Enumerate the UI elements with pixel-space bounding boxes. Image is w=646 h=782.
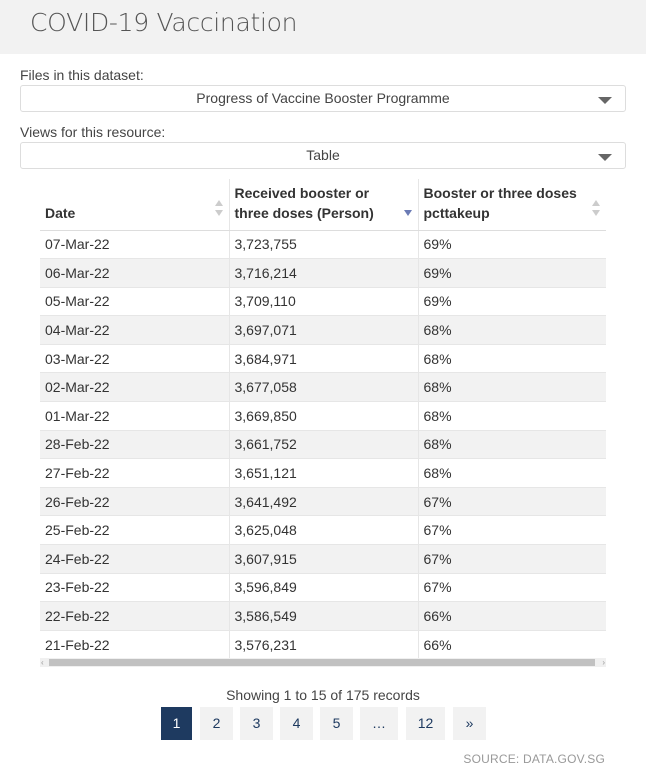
cell-received: 3,586,549 [229, 602, 418, 631]
table-header-row [40, 179, 606, 230]
table-row [40, 630, 606, 659]
cell-received: 3,677,058 [229, 373, 418, 402]
page-button-1[interactable]: 1 [161, 707, 192, 740]
cell-pcttakeup: 69% [418, 230, 606, 259]
source-credit: SOURCE: DATA.GOV.SG [463, 752, 605, 766]
data-table [40, 179, 606, 659]
cell-pcttakeup: 68% [418, 316, 606, 345]
cell-pcttakeup: 68% [418, 402, 606, 431]
cell-pcttakeup: 66% [418, 602, 606, 631]
table-row [40, 259, 606, 288]
cell-date: 04-Mar-22 [40, 316, 229, 345]
table-row [40, 430, 606, 459]
table-row [40, 487, 606, 516]
cell-received: 3,709,110 [229, 287, 418, 316]
table-row [40, 459, 606, 488]
cell-pcttakeup: 67% [418, 573, 606, 602]
table-row [40, 287, 606, 316]
cell-pcttakeup: 69% [418, 287, 606, 316]
cell-received: 3,651,121 [229, 459, 418, 488]
page-button-3[interactable]: 3 [240, 707, 273, 740]
table-row [40, 602, 606, 631]
cell-date: 05-Mar-22 [40, 287, 229, 316]
views-dropdown[interactable] [20, 142, 626, 169]
cell-pcttakeup: 67% [418, 487, 606, 516]
scroll-right-icon[interactable]: › [602, 658, 605, 667]
table-row [40, 373, 606, 402]
sort-descending-icon [404, 200, 412, 216]
cell-received: 3,697,071 [229, 316, 418, 345]
column-header-date[interactable] [40, 179, 229, 230]
cell-received: 3,716,214 [229, 259, 418, 288]
cell-received: 3,661,752 [229, 430, 418, 459]
views-label: Views for this resource: [20, 124, 166, 140]
page-button-2[interactable]: 2 [200, 707, 233, 740]
cell-pcttakeup: 69% [418, 259, 606, 288]
table-row [40, 230, 606, 259]
views-dropdown-value: Table [306, 147, 340, 163]
cell-received: 3,684,971 [229, 344, 418, 373]
cell-date: 07-Mar-22 [40, 230, 229, 259]
cell-date: 23-Feb-22 [40, 573, 229, 602]
cell-pcttakeup: 66% [418, 630, 606, 659]
cell-date: 02-Mar-22 [40, 373, 229, 402]
scrollbar-thumb[interactable] [49, 659, 595, 666]
column-header-label: Booster or three doses pcttakeup [423, 184, 577, 221]
table-row [40, 545, 606, 574]
page-button-12[interactable]: 12 [406, 707, 445, 740]
table-row [40, 402, 606, 431]
files-label: Files in this dataset: [20, 67, 144, 83]
cell-date: 28-Feb-22 [40, 430, 229, 459]
cell-received: 3,641,492 [229, 487, 418, 516]
cell-pcttakeup: 67% [418, 516, 606, 545]
column-header-label: Received booster or three doses (Person) [234, 184, 374, 221]
cell-pcttakeup: 68% [418, 373, 606, 402]
scroll-left-icon[interactable]: ‹ [41, 658, 44, 667]
page-button-5[interactable]: 5 [320, 707, 353, 740]
cell-date: 26-Feb-22 [40, 487, 229, 516]
sort-icon [215, 200, 223, 216]
cell-date: 22-Feb-22 [40, 602, 229, 631]
chevron-down-icon [598, 154, 612, 161]
column-header-label: Date [45, 204, 76, 221]
page-button-4[interactable]: 4 [280, 707, 313, 740]
cell-date: 25-Feb-22 [40, 516, 229, 545]
cell-pcttakeup: 68% [418, 459, 606, 488]
table-row [40, 316, 606, 345]
horizontal-scrollbar[interactable] [40, 658, 606, 667]
table-row [40, 573, 606, 602]
cell-received: 3,669,850 [229, 402, 418, 431]
column-header-pcttakeup[interactable] [418, 179, 606, 230]
page-ellipsis: … [360, 707, 398, 740]
cell-pcttakeup: 67% [418, 545, 606, 574]
cell-date: 24-Feb-22 [40, 545, 229, 574]
cell-received: 3,723,755 [229, 230, 418, 259]
cell-received: 3,625,048 [229, 516, 418, 545]
page-title: COVID-19 Vaccination [30, 8, 298, 37]
cell-date: 21-Feb-22 [40, 630, 229, 659]
records-info: Showing 1 to 15 of 175 records [226, 687, 420, 703]
cell-pcttakeup: 68% [418, 430, 606, 459]
cell-date: 06-Mar-22 [40, 259, 229, 288]
cell-date: 03-Mar-22 [40, 344, 229, 373]
table-row [40, 344, 606, 373]
column-header-received[interactable] [229, 179, 418, 230]
cell-pcttakeup: 68% [418, 344, 606, 373]
chevron-down-icon [598, 97, 612, 104]
cell-received: 3,607,915 [229, 545, 418, 574]
cell-date: 01-Mar-22 [40, 402, 229, 431]
table-body [40, 230, 606, 659]
cell-date: 27-Feb-22 [40, 459, 229, 488]
cell-received: 3,596,849 [229, 573, 418, 602]
next-page-button[interactable]: » [453, 707, 486, 740]
cell-received: 3,576,231 [229, 630, 418, 659]
page-header [0, 0, 646, 54]
sort-icon [592, 200, 600, 216]
files-dropdown-value: Progress of Vaccine Booster Programme [196, 90, 450, 106]
table-row [40, 516, 606, 545]
files-dropdown[interactable] [20, 85, 626, 112]
